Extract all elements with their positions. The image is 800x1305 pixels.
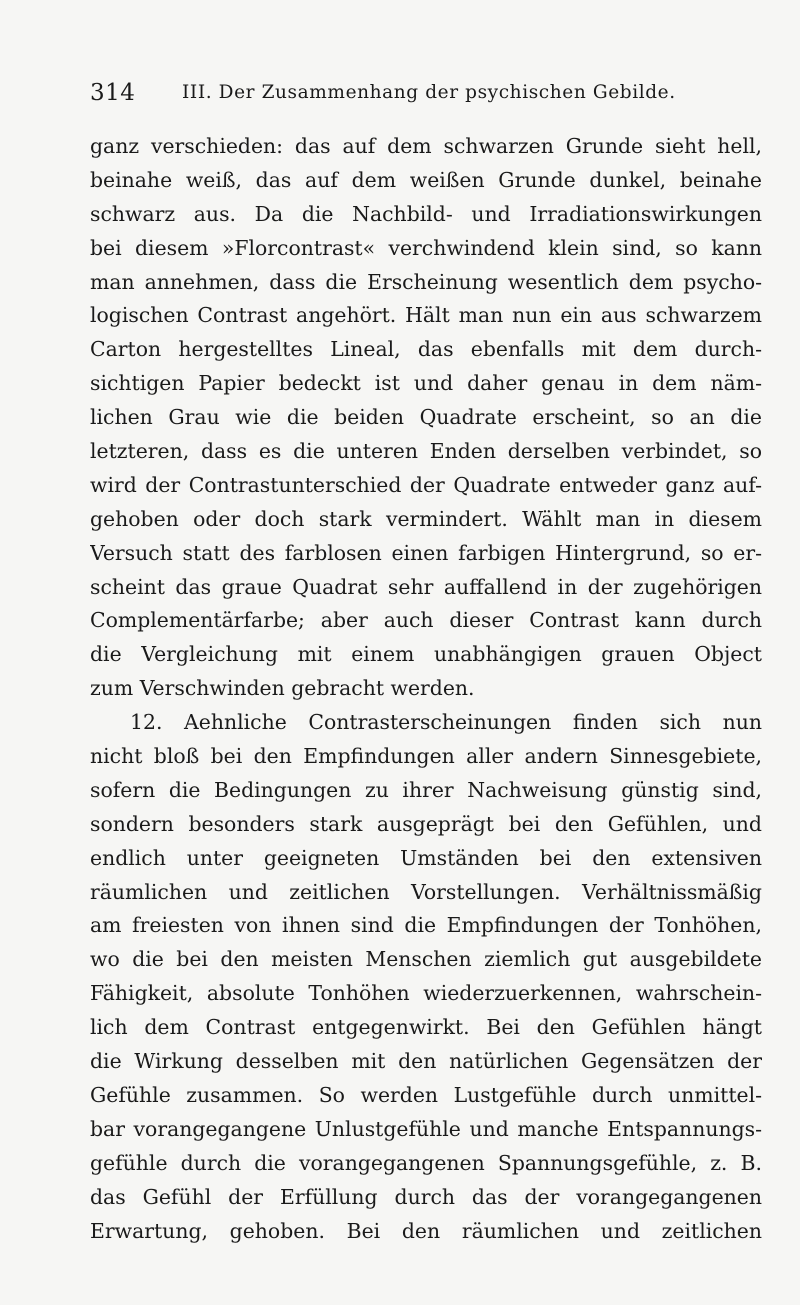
running-head: III. Der Zusammenhang der psychischen Gebilde. (182, 82, 676, 103)
text-line: ganz verschieden: das auf dem schwarzen Grunde sieht hell, (90, 134, 762, 158)
text-line: Gefühle zusammen. So werden Lustgefühle durch unmittel- (90, 1082, 762, 1107)
text-line: nicht bloß bei den Empfindungen aller andern Sinnesgebiete, (90, 744, 762, 769)
text-line: Erwartung, gehoben. Bei den räumlichen und zeitlichen (90, 1218, 762, 1243)
text-line: lich dem Contrast entgegenwirkt. Bei den Gefühlen hängt (90, 1015, 762, 1040)
text-line: bar vorangegangene Unlustgefühle und manche Entspannungs- (90, 1116, 762, 1141)
text-line: Fähigkeit, absolute Tonhöhen wiederzuerkennen, wahrschein- (90, 981, 762, 1006)
text-line: wird der Contrastunterschied der Quadrate entweder ganz auf- (90, 472, 762, 497)
text-line: letzteren, dass es die unteren Enden derselben verbindet, so (90, 439, 762, 464)
text-line: am freiesten von ihnen sind die Empfindungen der Tonhöhen, (90, 913, 762, 938)
paragraph-end-line: zum Verschwinden gebracht werden. (90, 676, 475, 701)
text-line: schwarz aus. Da die Nachbild- und Irradiationswirkungen (90, 201, 762, 226)
text-line: wo die bei den meisten Menschen ziemlich gut ausgebildete (90, 947, 762, 972)
page-header (90, 80, 760, 116)
text-line: sichtigen Papier bedeckt ist und daher genau in dem näm- (90, 371, 762, 396)
text-line: man annehmen, dass die Erscheinung wesentlich dem psycho- (90, 269, 762, 294)
text-line: bei diesem »Florcontrast« verchwindend klein sind, so kann (90, 235, 762, 260)
page-number: 314 (90, 80, 136, 106)
text-line: lichen Grau wie die beiden Quadrate erscheint, so an die (90, 405, 762, 430)
text-line: Versuch statt des farblosen einen farbigen Hintergrund, so er- (90, 540, 762, 565)
text-line: beinahe weiß, das auf dem weißen Grunde dunkel, beinahe (90, 167, 762, 192)
text-line: das Gefühl der Erfüllung durch das der vorangegangenen (90, 1184, 762, 1209)
text-line: scheint das graue Quadrat sehr auffallend in der zugehörigen (90, 574, 762, 599)
text-line: gefühle durch die vorangegangenen Spannungsgefühle, z. B. (90, 1150, 762, 1175)
text-line: sondern besonders stark ausgeprägt bei den Gefühlen, und (90, 811, 762, 836)
text-line: gehoben oder doch stark vermindert. Wählt man in diesem (90, 506, 762, 531)
body-text (90, 130, 762, 1248)
text-line: räumlichen und zeitlichen Vorstellungen. Verhältnissmäßig (90, 879, 762, 904)
text-line: die Wirkung desselben mit den natürlichen Gegensätzen der (90, 1049, 762, 1074)
text-line: Carton hergestelltes Lineal, das ebenfalls mit dem durch- (90, 337, 762, 362)
text-line: die Vergleichung mit einem unabhängigen grauen Object (90, 642, 762, 667)
section-12-first-line: 12. Aehnliche Contrasterscheinungen finden sich nun (130, 710, 762, 735)
text-line: logischen Contrast angehört. Hält man nun ein aus schwarzem (90, 303, 762, 328)
text-line: Complementärfarbe; aber auch dieser Contrast kann durch (90, 608, 762, 633)
text-line: endlich unter geeigneten Umständen bei den extensiven (90, 845, 762, 870)
text-line: sofern die Bedingungen zu ihrer Nachweisung günstig sind, (90, 777, 762, 802)
